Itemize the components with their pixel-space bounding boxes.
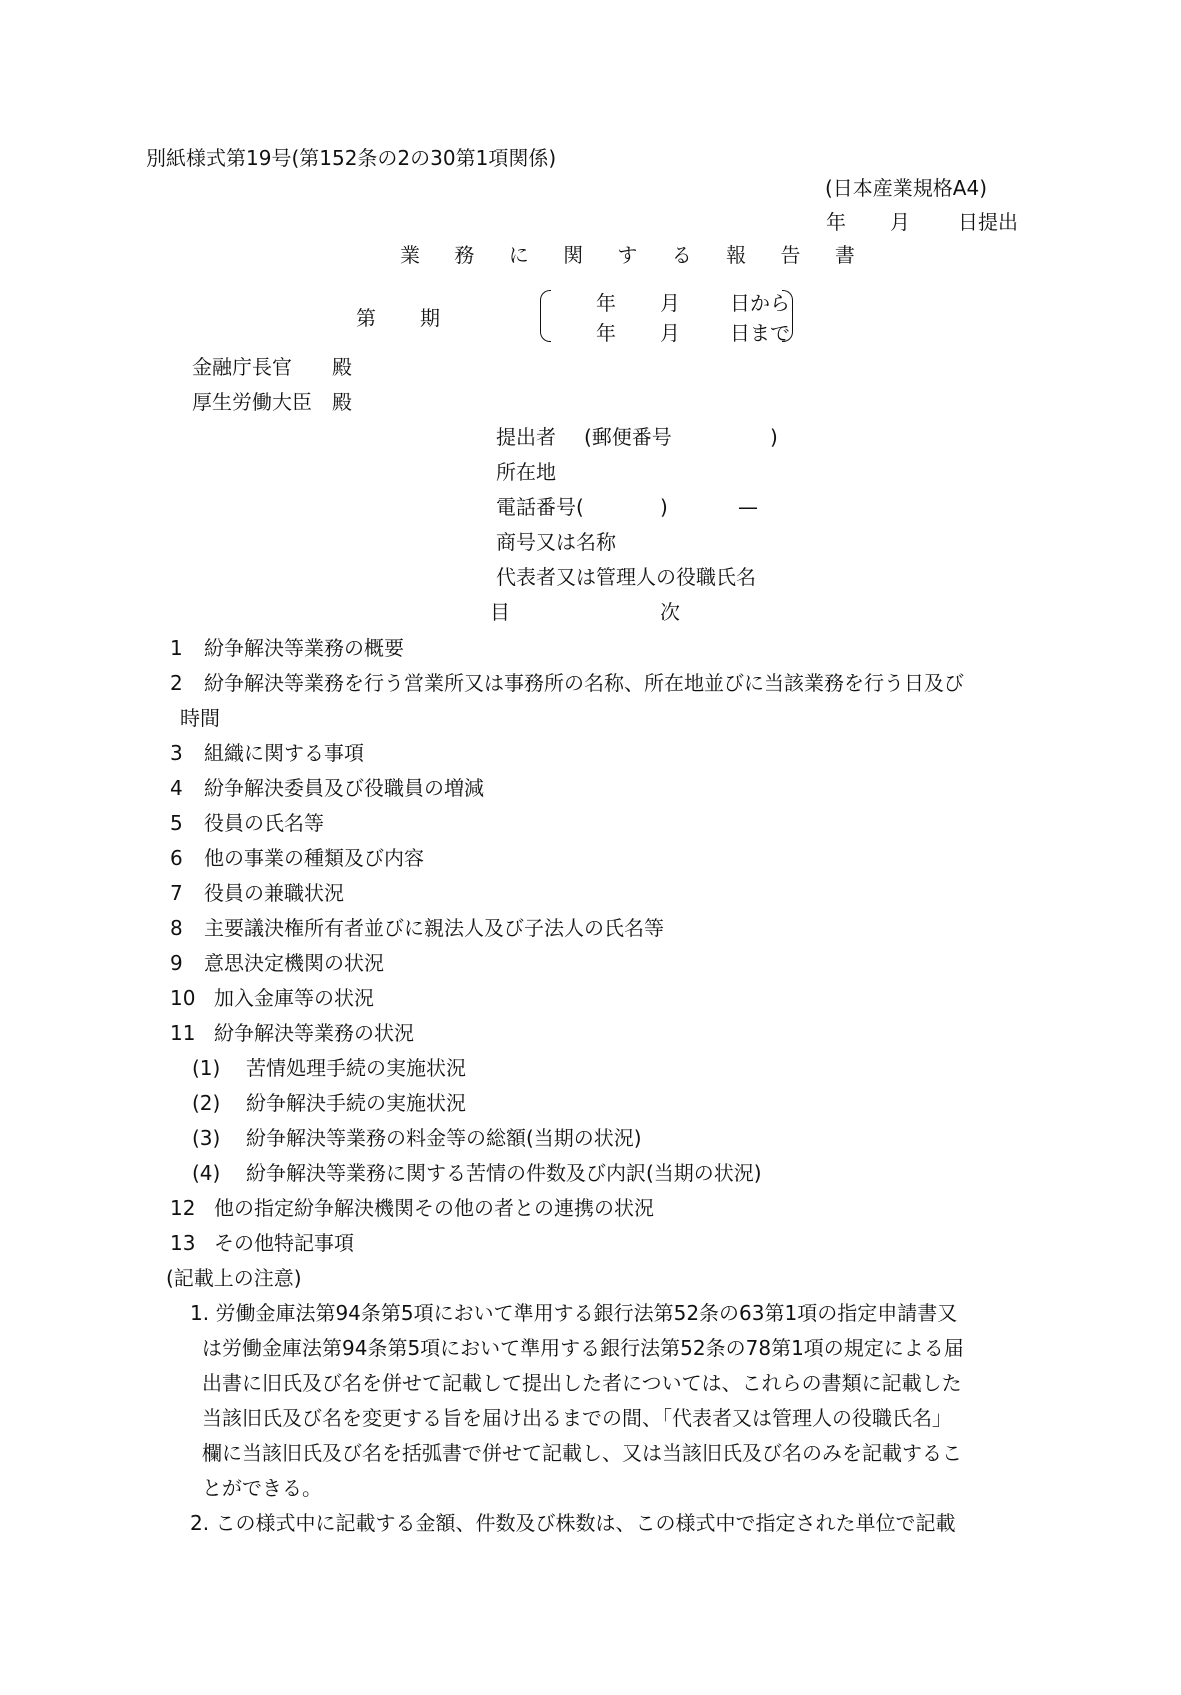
paper-size: (日本産業規格A4) — [825, 176, 988, 200]
toc-item: 紛争解決委員及び役職員の増減 — [204, 776, 484, 800]
toc-num: 10 — [170, 986, 196, 1010]
note-1-line: 当該旧氏及び名を変更する旨を届け出るまでの間、「代表者又は管理人の役職氏名」 — [202, 1406, 952, 1430]
toc-item: 他の指定紛争解決機関その他の者との連携の状況 — [214, 1196, 654, 1220]
phone-label: 電話番号( — [496, 495, 584, 519]
toc-num: 9 — [170, 951, 183, 975]
toc-subitem: 紛争解決手続の実施状況 — [246, 1091, 466, 1115]
notes-heading: (記載上の注意) — [166, 1266, 302, 1290]
note-1-line: 1. 労働金庫法第94条第5項において準用する銀行法第52条の63第1項の指定申請書又 — [190, 1301, 958, 1325]
left-bracket — [540, 290, 551, 342]
toc-heading-1: 目 — [490, 600, 510, 624]
form-id: 別紙様式第19号(第152条の2の30第1項関係) — [146, 146, 557, 170]
note-2-line: 2. この様式中に記載する金額、件数及び株数は、この様式中で指定された単位で記載 — [190, 1511, 956, 1535]
toc-num: 8 — [170, 916, 183, 940]
from-month: 月 — [660, 291, 680, 315]
submit-year: 年 — [826, 210, 846, 234]
document-title: 業 務 に 関 す る 報 告 書 — [400, 243, 869, 267]
toc-item: 他の事業の種類及び内容 — [204, 846, 424, 870]
representative-label: 代表者又は管理人の役職氏名 — [496, 565, 756, 589]
addressee-fsa: 金融庁長官 殿 — [192, 355, 352, 379]
submit-month: 月 — [890, 210, 910, 234]
toc-num: 6 — [170, 846, 183, 870]
to-day: 日まで — [730, 321, 790, 345]
note-1-line: 欄に当該旧氏及び名を括弧書で併せて記載し、又は当該旧氏及び名のみを記載するこ — [202, 1441, 962, 1465]
toc-subitem: 紛争解決等業務の料金等の総額(当期の状況) — [246, 1126, 642, 1150]
toc-subnum: (4) — [192, 1161, 221, 1185]
from-year: 年 — [596, 291, 616, 315]
toc-subnum: (1) — [192, 1056, 221, 1080]
postal-code-close: ) — [770, 425, 778, 449]
toc-num: 1 — [170, 636, 183, 660]
toc-item: その他特記事項 — [214, 1231, 354, 1255]
toc-num: 13 — [170, 1231, 196, 1255]
toc-item: 紛争解決等業務の状況 — [214, 1021, 414, 1045]
toc-num: 4 — [170, 776, 183, 800]
toc-subnum: (2) — [192, 1091, 221, 1115]
toc-subitem: 苦情処理手続の実施状況 — [246, 1056, 466, 1080]
toc-num: 7 — [170, 881, 183, 905]
address-label: 所在地 — [496, 460, 556, 484]
toc-item: 意思決定機関の状況 — [204, 951, 384, 975]
toc-item: 組織に関する事項 — [204, 741, 364, 765]
toc-item: 加入金庫等の状況 — [214, 986, 374, 1010]
trade-name-label: 商号又は名称 — [496, 530, 616, 554]
toc-item: 主要議決権所有者並びに親法人及び子法人の氏名等 — [204, 916, 664, 940]
note-1-line: とができる。 — [202, 1476, 322, 1500]
submit-day: 日提出 — [958, 210, 1018, 234]
toc-num: 5 — [170, 811, 183, 835]
toc-num: 2 — [170, 671, 183, 695]
toc-item: 紛争解決等業務を行う営業所又は事務所の名称、所在地並びに当該業務を行う日及び — [204, 671, 964, 695]
submitter-label: 提出者 — [496, 425, 556, 449]
note-1-line: は労働金庫法第94条第5項において準用する銀行法第52条の78第1項の規定による届 — [202, 1336, 964, 1360]
toc-item-cont: 時間 — [180, 706, 220, 730]
to-year: 年 — [596, 321, 616, 345]
toc-num: 11 — [170, 1021, 196, 1045]
toc-subnum: (3) — [192, 1126, 221, 1150]
toc-num: 12 — [170, 1196, 196, 1220]
postal-code-label: (郵便番号 — [584, 425, 672, 449]
period-ki: 期 — [420, 306, 440, 330]
phone-close: ) — [660, 495, 668, 519]
toc-subitem: 紛争解決等業務に関する苦情の件数及び内訳(当期の状況) — [246, 1161, 762, 1185]
phone-dash: — — [738, 495, 758, 519]
period-dai: 第 — [356, 306, 376, 330]
to-month: 月 — [660, 321, 680, 345]
toc-heading-2: 次 — [660, 600, 680, 624]
from-day: 日から — [730, 291, 790, 315]
addressee-mhlw: 厚生労働大臣 殿 — [192, 390, 352, 414]
toc-item: 役員の氏名等 — [204, 811, 324, 835]
note-1-line: 出書に旧氏及び名を併せて記載して提出した者については、これらの書類に記載した — [202, 1371, 962, 1395]
right-bracket — [782, 290, 793, 342]
toc-num: 3 — [170, 741, 183, 765]
toc-item: 役員の兼職状況 — [204, 881, 344, 905]
toc-item: 紛争解決等業務の概要 — [204, 636, 404, 660]
